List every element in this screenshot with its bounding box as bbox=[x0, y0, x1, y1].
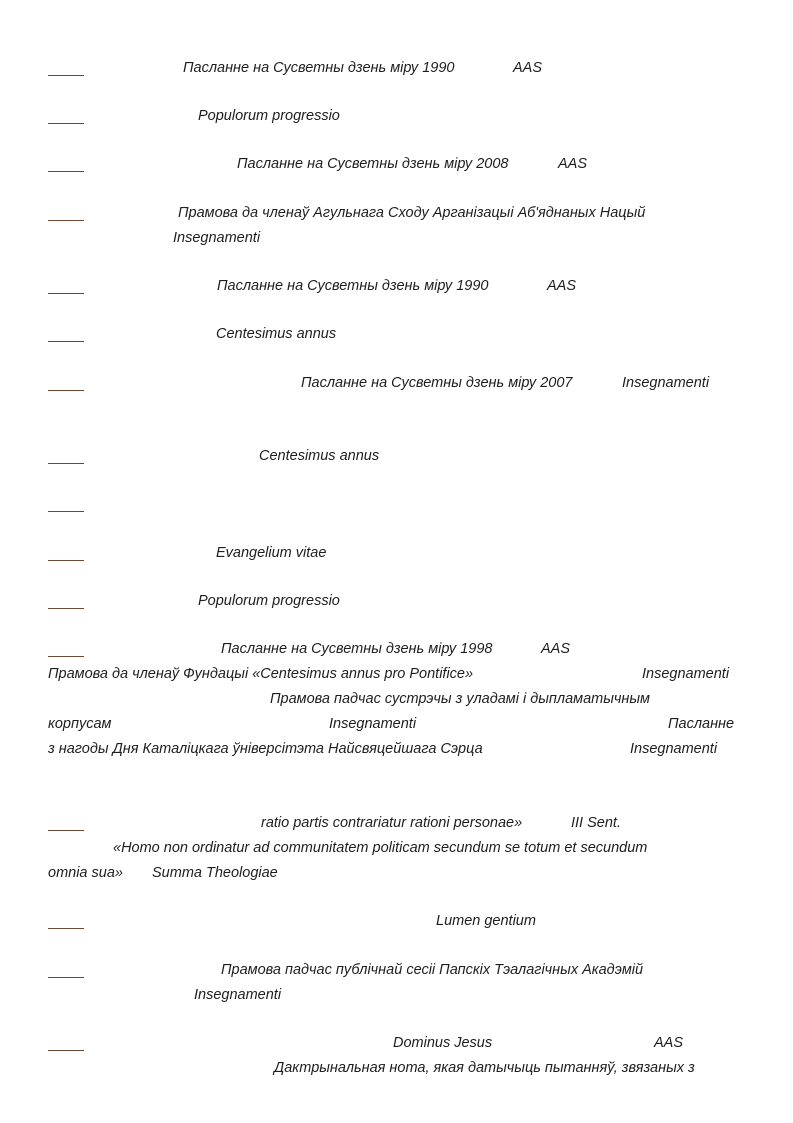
footnote-text: Centesimus annus bbox=[216, 326, 337, 342]
footnote-text: Пасланне на Сусветны дзень міру 1990 bbox=[217, 278, 489, 294]
footnote-text: omnia sua» bbox=[48, 865, 123, 881]
footnote-text: Пасланне на Сусветны дзень міру 1990 bbox=[183, 60, 455, 76]
footnote-source: AAS bbox=[654, 1035, 684, 1051]
footnote-source: Insegnamenti bbox=[630, 741, 718, 757]
footnote-source: III Sent. bbox=[571, 815, 621, 831]
footnote-text: Пасланне bbox=[668, 716, 735, 732]
footnote-source: AAS bbox=[558, 156, 588, 172]
footnote-rule bbox=[48, 123, 84, 124]
footnote-source: Summa Theologiae bbox=[152, 865, 278, 881]
footnote-text: Пасланне на Сусветны дзень міру 2008 bbox=[237, 156, 509, 172]
footnote-text: Дактрынальная нота, якая датычыць пытанняў, звязаных з bbox=[274, 1060, 695, 1076]
footnote-text: ratio partis contrariatur rationi personae» bbox=[261, 815, 523, 831]
footnote-text: Прамова падчас сустрэчы з уладамі і дыпламатычным bbox=[270, 691, 650, 707]
footnote-text: Прамова падчас публічнай сесіі Папскіх Тэалагічных Акадэмій bbox=[221, 962, 644, 978]
footnote-text: Lumen gentium bbox=[436, 913, 536, 929]
footnote-rule bbox=[48, 390, 84, 391]
footnote-rule bbox=[48, 293, 84, 294]
footnote-text: Centesimus annus bbox=[259, 448, 380, 464]
footnote-source: Insegnamenti bbox=[173, 230, 261, 246]
footnote-rule bbox=[48, 220, 84, 221]
footnote-rule bbox=[48, 928, 84, 929]
footnote-text: з нагоды Дня Каталіцкага ўніверсітэта Найсвяцейшага Сэрца bbox=[48, 741, 483, 757]
footnote-rule bbox=[48, 656, 84, 657]
footnote-rule bbox=[48, 463, 84, 464]
footnote-source: Insegnamenti bbox=[329, 716, 417, 732]
footnote-text: Evangelium vitae bbox=[216, 545, 327, 561]
footnote-text: Пасланне на Сусветны дзень міру 1998 bbox=[221, 641, 493, 657]
footnote-rule bbox=[48, 608, 84, 609]
footnote-rule bbox=[48, 560, 84, 561]
footnote-text: «Homo non ordinatur ad communitatem politicam secundum se totum et secundum bbox=[113, 840, 648, 856]
footnote-rule bbox=[48, 1050, 84, 1051]
footnote-text: Dominus Jesus bbox=[393, 1035, 493, 1051]
footnote-text: Пасланне на Сусветны дзень міру 2007 bbox=[301, 375, 573, 391]
footnote-text: Прамова да членаў Агульнага Сходу Арганізацыі Аб'яднаных Нацый bbox=[178, 205, 646, 221]
footnote-rule bbox=[48, 171, 84, 172]
footnote-rule bbox=[48, 511, 84, 512]
footnote-rule bbox=[48, 977, 84, 978]
footnote-source: AAS bbox=[547, 278, 577, 294]
footnote-source: Insegnamenti bbox=[622, 375, 710, 391]
footnote-rule bbox=[48, 75, 84, 76]
footnote-rule bbox=[48, 830, 84, 831]
footnote-source: Insegnamenti bbox=[642, 666, 730, 682]
footnote-text: Прамова да членаў Фундацыі «Centesimus annus pro Pontifice» bbox=[48, 666, 474, 682]
footnote-source: Insegnamenti bbox=[194, 987, 282, 1003]
footnote-text: корпусам bbox=[48, 716, 112, 732]
footnote-text: Populorum progressio bbox=[198, 108, 340, 124]
footnote-source: AAS bbox=[541, 641, 571, 657]
footnote-source: AAS bbox=[513, 60, 543, 76]
footnote-rule bbox=[48, 341, 84, 342]
footnote-text: Populorum progressio bbox=[198, 593, 340, 609]
